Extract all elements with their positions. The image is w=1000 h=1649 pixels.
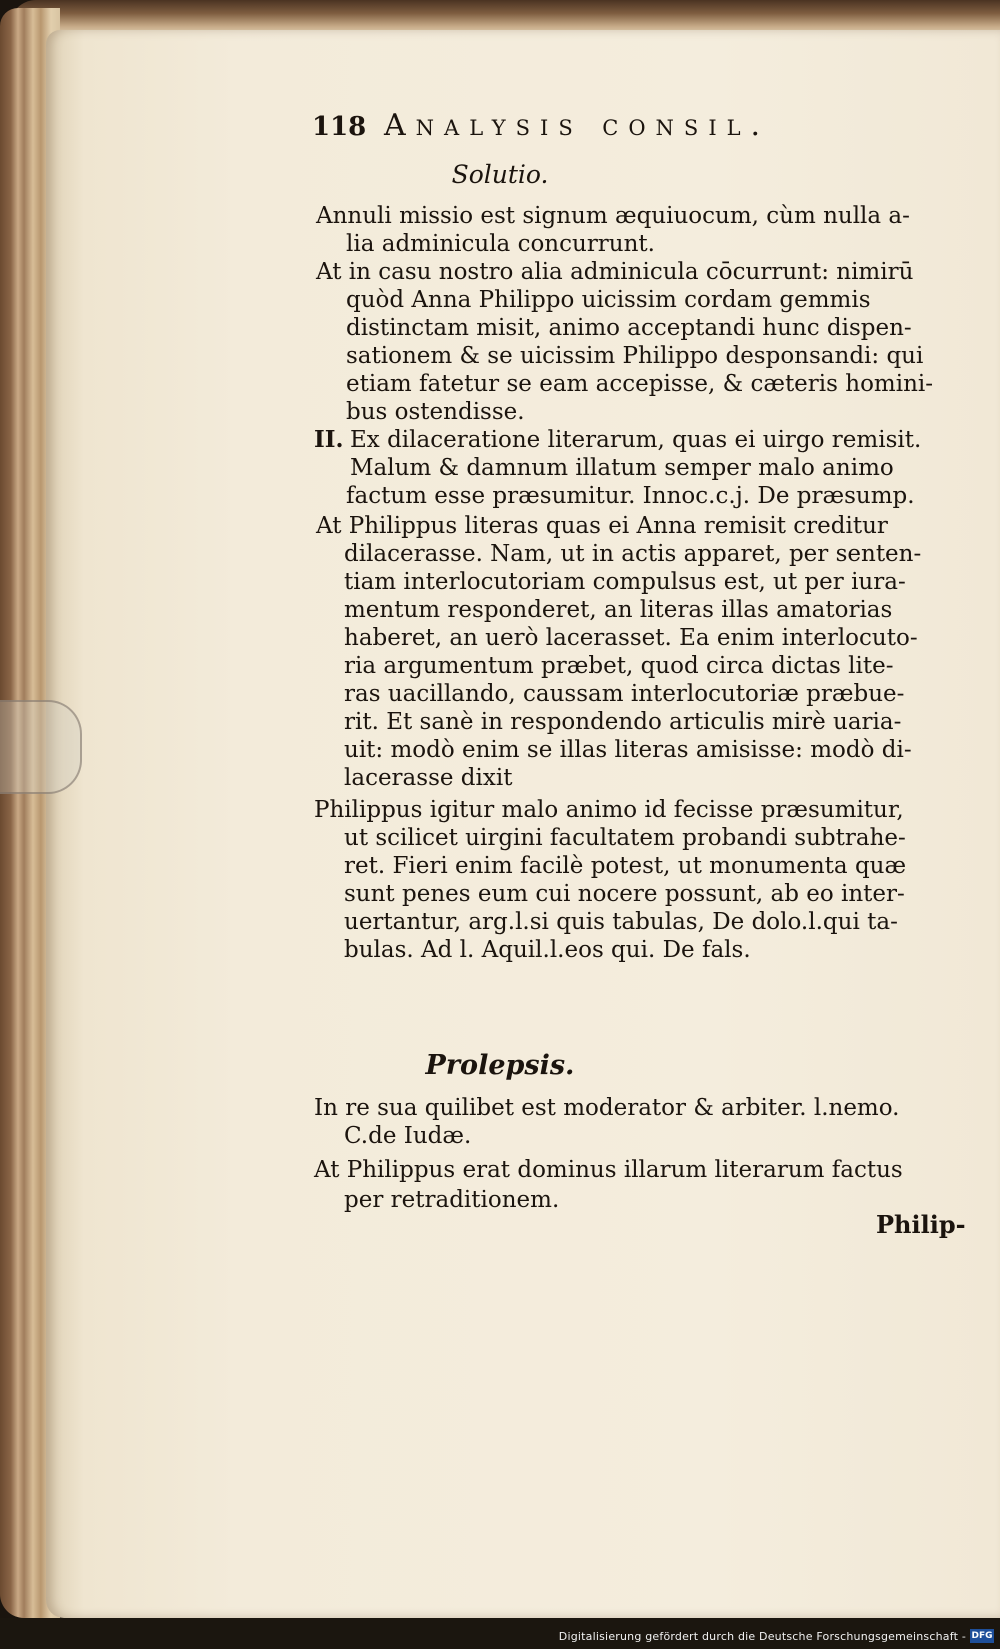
digitization-credit: Digitalisierung gefördert durch die Deutsche Forschungsgemeinschaft - (558, 1630, 966, 1643)
text-line: Philippus igitur malo animo id fecisse præsumitur, (314, 797, 904, 823)
page-clip (0, 700, 82, 794)
text-line: ut scilicet uirgini facultatem probandi subtrahe- (344, 825, 906, 851)
text-line: At Philippus erat dominus illarum literarum factus (314, 1157, 903, 1183)
text-line: ria argumentum præbet, quod circa dictas lite- (344, 653, 894, 679)
text-line: sunt penes eum cui nocere possunt, ab eo inter- (344, 881, 905, 907)
text-line: C.de Iudæ. (344, 1123, 472, 1149)
text-line: dilacerasse. Nam, ut in actis apparet, per senten- (344, 541, 922, 567)
heading-prolepsis: Prolepsis. (425, 1050, 575, 1081)
text-line: ras uacillando, caussam interlocutoriæ præbue- (344, 681, 905, 707)
text-line: bus ostendisse. (346, 399, 525, 425)
text-line: Ex dilaceratione literarum, quas ei uirgo remisit. (350, 427, 922, 453)
text-line: factum esse præsumitur. Innoc.c.j. De præsump. (346, 483, 915, 509)
text-line: bulas. Ad l. Aquil.l.eos qui. De fals. (344, 937, 751, 963)
page-header (312, 108, 972, 152)
text-line: lia adminicula concurrunt. (346, 231, 655, 257)
text-line: rit. Et sanè in respondendo articulis mirè uaria- (344, 709, 902, 735)
text-line: ret. Fieri enim facilè potest, ut monumenta quæ (344, 853, 907, 879)
text-line: sationem & se uicissim Philippo desponsandi: qui (346, 343, 924, 369)
text-line: Annuli missio est signum æquiuocum, cùm nulla a- (316, 203, 910, 229)
text-line: In re sua quilibet est moderator & arbiter. l.nemo. (314, 1095, 900, 1121)
text-line: At Philippus literas quas ei Anna remisit creditur (316, 513, 888, 539)
text-line: uit: modò enim se illas literas amisisse: modò di- (344, 737, 912, 763)
text-line: haberet, an uerò lacerasset. Ea enim interlocuto- (344, 625, 918, 651)
text-line: etiam fatetur se eam accepisse, & cæteris homini- (346, 371, 934, 397)
folio-number: 118 (312, 112, 367, 142)
text-line: mentum responderet, an literas illas amatorias (344, 597, 893, 623)
text-line: lacerasse dixit (344, 765, 513, 791)
text-line: At in casu nostro alia adminicula cōcurrunt: nimirū (316, 259, 914, 285)
text-line: uertantur, arg.l.si quis tabulas, De dolo.l.qui ta- (344, 909, 898, 935)
catchword: Philip- (876, 1210, 966, 1239)
heading-solutio: Solutio. (451, 160, 549, 189)
section-marker: II. (314, 426, 344, 453)
running-head: Analysis consil. (384, 108, 771, 143)
dfg-logo: DFG (971, 1631, 993, 1641)
text-line: distinctam misit, animo acceptandi hunc dispen- (346, 315, 912, 341)
text-line: per retraditionem. (344, 1187, 560, 1213)
text-line: Malum & damnum illatum semper malo animo (350, 455, 894, 481)
text-line: tiam interlocutoriam compulsus est, ut per iura- (344, 569, 906, 595)
text-line: quòd Anna Philippo uicissim cordam gemmis (346, 287, 871, 313)
